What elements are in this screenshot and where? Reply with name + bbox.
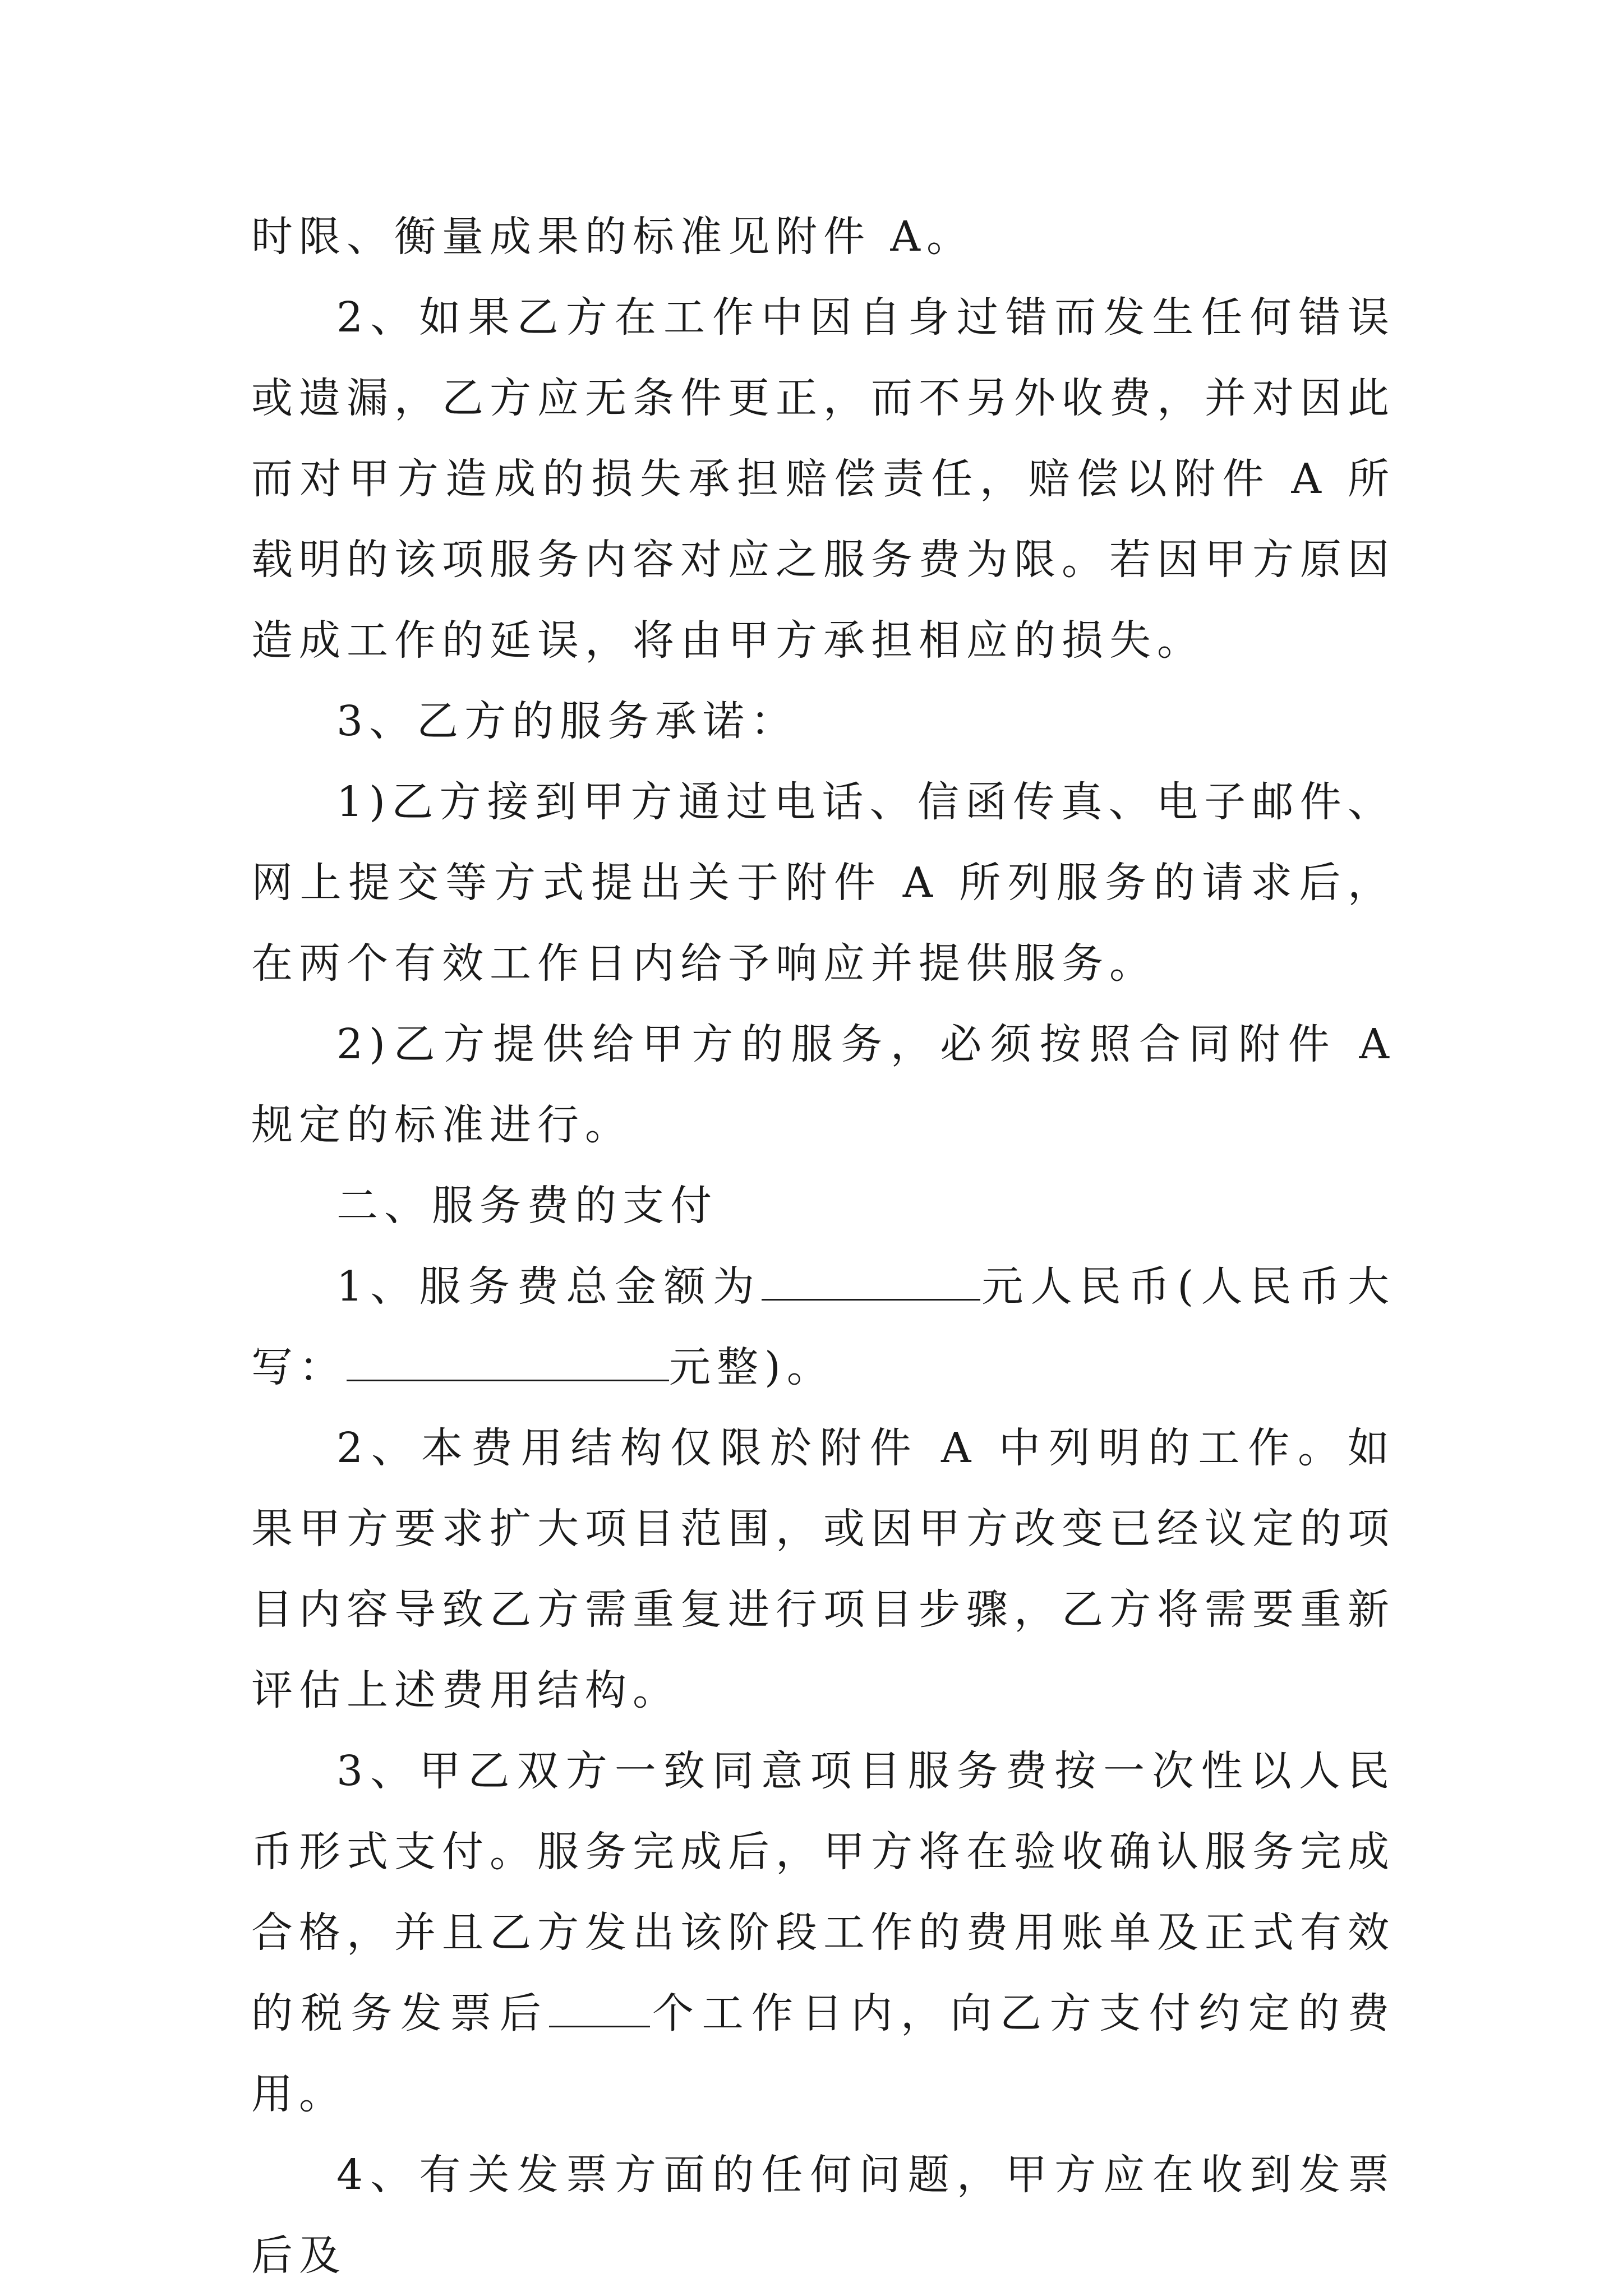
paragraph-payment-terms	[251, 1731, 1395, 2134]
section-heading-fee-payment: 二、服务费的支付	[336, 1182, 718, 1230]
paragraph-commitment-1: 1)乙方接到甲方通过电话、信函传真、电子邮件、网上提交等方式提出关于附件 A 所列服务的请求后，在两个有效工作日内给予响应并提供服务。	[251, 778, 1395, 988]
paragraph-commitment-2: 2)乙方提供给甲方的服务，必须按照合同附件 A 规定的标准进行。	[251, 1020, 1395, 1149]
paragraph-invoice-issues: 4、有关发票方面的任何问题，甲方应在收到发票后及	[251, 2151, 1395, 2280]
amount-in-words-blank-line	[347, 1343, 669, 1381]
paragraph-total-amount	[251, 1246, 1395, 1408]
paragraph-error-correction: 2、如果乙方在工作中因自身过错而发生任何错误或遗漏，乙方应无条件更正，而不另外收费，并对因此而对甲方造成的损失承担赔偿责任，赔偿以附件 A 所载明的该项服务内容对应之服务费为限。若因甲方原因造成工作的延误，将由甲方承担相应的损失。	[251, 293, 1395, 665]
document-body	[251, 196, 1395, 2296]
days-blank-line	[549, 1989, 650, 2027]
paragraph-continuation: 时限、衡量成果的标准见附件 A。	[251, 213, 974, 261]
payment-terms-text: 3、甲乙双方一致同意项目服务费按一次性以人民币形式支付。服务完成后，甲方将在验收确认服务完成合格，并且乙方发出该阶段工作的费用账单及正式有效的税务发票后	[251, 1747, 1395, 2037]
total-amount-label: 1、服务费总金额为	[336, 1262, 762, 1311]
paragraph-fee-structure: 2、本费用结构仅限於附件 A 中列明的工作。如果甲方要求扩大项目范围，或因甲方改变已经议定的项目内容导致乙方需重复进行项目步骤，乙方将需要重新评估上述费用结构。	[251, 1424, 1395, 1714]
amount-currency-label: 元人民币(人民币大写：	[251, 1262, 1395, 1391]
amount-blank-line	[762, 1262, 980, 1301]
paragraph-service-commitment-heading: 3、乙方的服务承诺：	[336, 697, 799, 745]
amount-suffix-label: 元整)。	[669, 1343, 834, 1391]
payment-terms-suffix: 个工作日内，向乙方支付约定的费用。	[251, 1989, 1396, 2118]
